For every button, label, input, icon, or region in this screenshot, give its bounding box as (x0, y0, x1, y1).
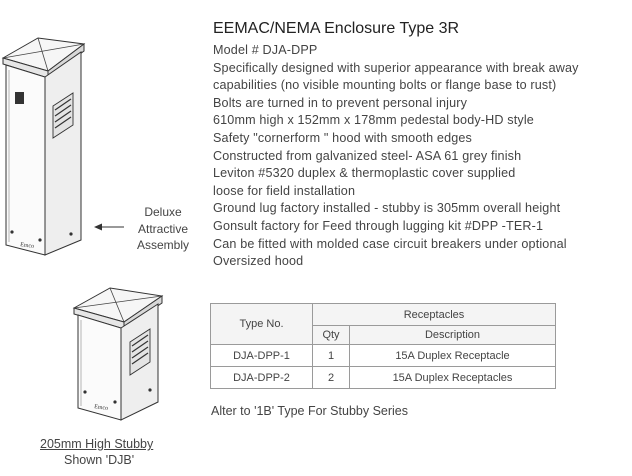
deluxe-caption-line: Attractive (137, 221, 188, 236)
receptacles-table (210, 303, 556, 389)
table-row (211, 345, 556, 367)
pedestal-stubby-illustration (70, 280, 170, 430)
table-row (211, 367, 556, 389)
stubby-caption-shown: Shown 'DJB' (64, 453, 135, 467)
stubby-caption (40, 436, 153, 468)
deluxe-caption (118, 204, 208, 254)
feature-line: Can be fitted with molded case circuit breakers under optional (213, 236, 567, 251)
stubby-note: Alter to '1B' Type For Stubby Series (211, 404, 408, 418)
cell-type: DJA-DPP-2 (211, 367, 313, 389)
feature-line: capabilities (no visible mounting bolts or flange base to rust) (213, 78, 557, 93)
cell-description: 15A Duplex Receptacle (350, 345, 556, 367)
emco-logo: Emco (93, 404, 109, 412)
pedestal-tall-illustration (0, 0, 100, 260)
cell-description: 15A Duplex Receptacles (350, 367, 556, 389)
feature-line: Safety "cornerform " hood with smooth edges (213, 130, 472, 145)
cell-qty: 1 (313, 345, 350, 367)
feature-line: Gonsult factory for Feed through lugging kit #DPP -TER-1 (213, 218, 544, 233)
cell-qty: 2 (313, 367, 350, 389)
column-header-qty: Qty (313, 326, 350, 345)
feature-line: Oversized hood (213, 254, 304, 269)
feature-line: 610mm high x 152mm x 178mm pedestal body-HD style (213, 113, 534, 128)
stubby-caption-height: 205mm High Stubby (40, 437, 154, 451)
deluxe-caption-line: Assembly (136, 238, 189, 252)
column-header-description: Description (350, 326, 556, 345)
deluxe-caption-line: Deluxe (144, 205, 182, 219)
feature-line: Model # DJA-DPP (213, 43, 318, 57)
column-header-type: Type No. (211, 304, 313, 345)
feature-list (213, 42, 579, 271)
cell-type: DJA-DPP-1 (211, 345, 313, 367)
feature-line: Bolts are turned in to prevent personal injury (213, 95, 468, 110)
emco-logo: Emco (19, 242, 35, 250)
feature-line: Leviton #5320 duplex & thermoplastic cover supplied (213, 166, 516, 181)
feature-line: loose for field installation (213, 183, 356, 198)
feature-line: Constructed from galvanized steel- ASA 61 grey finish (213, 148, 522, 163)
page-title: EEMAC/NEMA Enclosure Type 3R (213, 20, 460, 37)
column-group-receptacles: Receptacles (313, 304, 556, 326)
feature-line: Specifically designed with superior appearance with break away (213, 60, 579, 75)
feature-line: Ground lug factory installed - stubby is 305mm overall height (213, 201, 561, 216)
